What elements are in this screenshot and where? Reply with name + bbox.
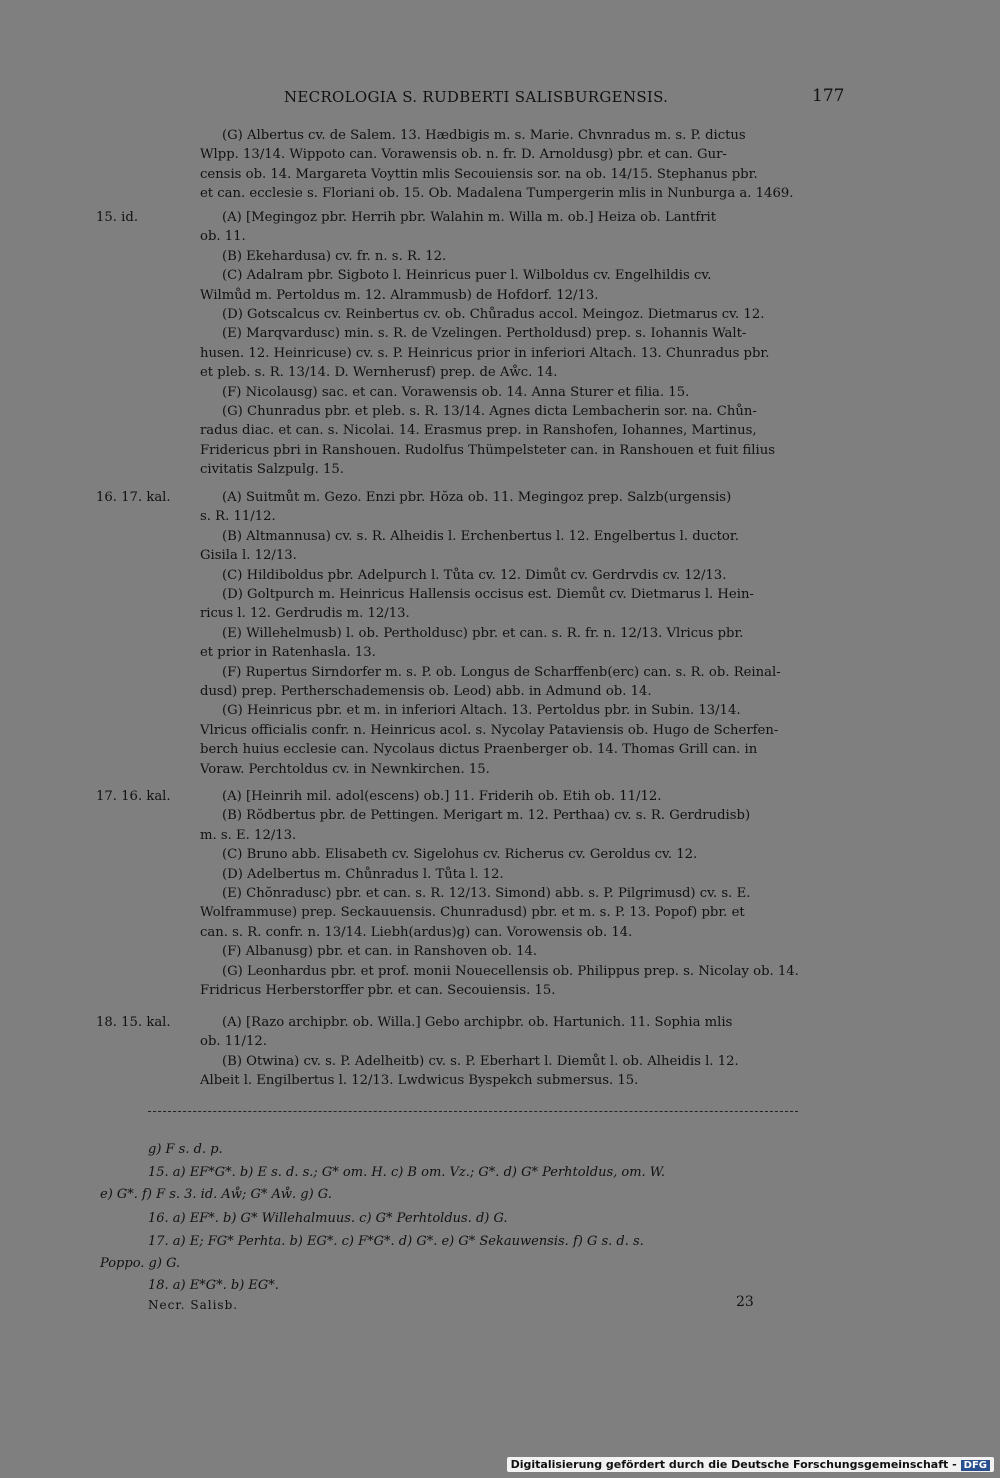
entry-line: (F) Nicolausg) sac. et can. Vorawensis ob. 14. Anna Sturer et filia. 15. <box>222 384 690 400</box>
entry-line: (F) Rupertus Sirndorfer m. s. P. ob. Longus de Scharffenb(erc) can. s. R. ob. Reinal- <box>222 664 781 680</box>
entry-line: (A) [Heinrih mil. adol(escens) ob.] 11. Friderih ob. Etih ob. 11/12. <box>222 789 662 804</box>
entry-line: m. s. E. 12/13. <box>200 827 297 843</box>
entry-line: (B) Ekehardusa) cv. fr. n. s. R. 12. <box>222 248 447 264</box>
page-number: 177 <box>812 86 845 106</box>
entry-line: et can. ecclesie s. Floriani ob. 15. Ob. Madalena Tumpergerin mlis in Nunburga a. 1469. <box>200 186 794 202</box>
footnote-line: Poppo. g) G. <box>100 1256 181 1271</box>
entry-line: Voraw. Perchtoldus cv. in Newnkirchen. 15. <box>200 761 490 777</box>
entry-line: (A) [Razo archipbr. ob. Willa.] Gebo archipbr. ob. Hartunich. 11. Sophia mlis <box>222 1015 733 1030</box>
entry-line: Vlricus officialis confr. n. Heinricus acol. s. Nycolay Pataviensis ob. Hugo de Scherfen- <box>200 722 779 738</box>
signature-mark: Necr. Salisb. <box>148 1298 239 1312</box>
entry-line: civitatis Salzpulg. 15. <box>200 462 344 478</box>
necrology-entry <box>96 208 846 480</box>
entry-date: 15. id. <box>96 210 139 225</box>
entry-body <box>200 488 846 779</box>
entry-line: (D) Goltpurch m. Heinricus Hallensis occisus est. Diemůt cv. Dietmarus l. Hein- <box>222 587 754 603</box>
footnote-line: 18. a) E*G*. b) EG*. <box>148 1278 279 1293</box>
entry-line: Wlpp. 13/14. Wippoto can. Vorawensis ob. n. fr. D. Arnoldusg) pbr. et can. Gur- <box>200 147 727 163</box>
entry-line: dusd) prep. Pertherschademensis ob. Leod) abb. in Admund ob. 14. <box>200 684 652 700</box>
footnote-line: 16. a) EF*. b) G* Willehalmuus. c) G* Perhtoldus. d) G. <box>148 1211 508 1226</box>
entry-line: et pleb. s. R. 13/14. D. Wernherusf) prep. de Aẘc. 14. <box>200 365 558 381</box>
footnote-line: 15. a) EF*G*. b) E s. d. s.; G* om. H. c) B om. Vz.; G*. d) G* Perhtoldus, om. W. <box>148 1165 666 1180</box>
necrology-entry <box>96 1013 846 1091</box>
entry-line: ob. 11/12. <box>200 1034 267 1050</box>
entry-line: ob. 11. <box>200 229 246 245</box>
running-head-title: NECROLOGIA S. RUDBERTI SALISBURGENSIS. <box>284 88 669 106</box>
entry-line: ricus l. 12. Gerdrudis m. 12/13. <box>200 606 410 622</box>
footnote-separator <box>148 1111 798 1112</box>
entry-line: (C) Adalram pbr. Sigboto l. Heinricus puer l. Wilboldus cv. Engelhildis cv. <box>222 268 712 284</box>
entry-line: husen. 12. Heinricuse) cv. s. P. Heinricus prior in inferiori Altach. 13. Chunradus pbr. <box>200 345 770 361</box>
entry-line: (E) Chŏnradusc) pbr. et can. s. R. 12/13. Simond) abb. s. P. Pilgrimusd) cv. s. E. <box>222 886 751 902</box>
entry-line: censis ob. 14. Margareta Voyttin mlis Secouiensis sor. na ob. 14/15. Stephanus pbr. <box>200 166 758 182</box>
entry-line: (D) Gotscalcus cv. Reinbertus cv. ob. Chůradus accol. Meingoz. Dietmarus cv. 12. <box>222 307 765 323</box>
entry-date: 17. 16. kal. <box>96 789 171 804</box>
entry-line: Fridericus pbri in Ranshouen. Rudolfus Thümpelsteter can. in Ranshouen et fuit filius <box>200 442 775 458</box>
necrology-entry <box>96 787 846 1000</box>
entry-line: (A) [Megingoz pbr. Herrih pbr. Walahin m. Willa m. ob.] Heiza ob. Lantfrit <box>222 210 717 225</box>
necrology-entry <box>96 126 846 204</box>
entry-line: s. R. 11/12. <box>200 509 276 525</box>
entry-line: (G) Chunradus pbr. et pleb. s. R. 13/14. Agnes dicta Lembacherin sor. na. Chůn- <box>222 404 757 420</box>
necrology-entry <box>96 488 846 779</box>
entry-body <box>200 126 846 204</box>
entry-date: 18. 15. kal. <box>96 1015 171 1030</box>
entry-line: (B) Altmannusa) cv. s. R. Alheidis l. Erchenbertus l. 12. Engelbertus l. ductor. <box>222 528 739 544</box>
entry-line: Fridricus Herberstorffer pbr. et can. Secouiensis. 15. <box>200 983 556 999</box>
entry-line: Gisila l. 12/13. <box>200 548 297 564</box>
entry-line: (E) Marqvardusc) min. s. R. de Vzelingen. Pertholdusd) prep. s. Iohannis Walt- <box>222 326 747 342</box>
footnote-line: 17. a) E; FG* Perhta. b) EG*. c) F*G*. d) G*. e) G* Sekauwensis. f) G s. d. s. <box>148 1234 644 1249</box>
entry-line: can. s. R. confr. n. 13/14. Liebh(ardus)g) can. Vorowensis ob. 14. <box>200 924 633 940</box>
entry-line: (F) Albanusg) pbr. et can. in Ranshoven ob. 14. <box>222 944 538 960</box>
entry-line: (C) Hildiboldus pbr. Adelpurch l. Tůta cv. 12. Dimůt cv. Gerdrvdis cv. 12/13. <box>222 567 727 583</box>
entry-line: berch huius ecclesie can. Nycolaus dictus Praenberger ob. 14. Thomas Grill can. in <box>200 742 758 758</box>
entry-line: (G) Albertus cv. de Salem. 13. Hædbigis m. s. Marie. Chvnradus m. s. P. dictus <box>222 128 746 143</box>
entry-body <box>200 208 846 480</box>
entry-line: (B) Rŏdbertus pbr. de Pettingen. Merigart m. 12. Perthaa) cv. s. R. Gerdrudisb) <box>222 808 751 824</box>
entry-line: et prior in Ratenhasla. 13. <box>200 645 376 661</box>
entry-line: (G) Leonhardus pbr. et prof. monii Nouecellensis ob. Philippus prep. s. Nicolay ob. 14. <box>222 963 799 979</box>
entry-line: (G) Heinricus pbr. et m. in inferiori Altach. 13. Pertoldus pbr. in Subin. 13/14. <box>222 703 741 719</box>
entry-body <box>200 787 846 1000</box>
entry-date: 16. 17. kal. <box>96 490 171 505</box>
entry-body <box>200 1013 846 1091</box>
entry-line: Wilmůd m. Pertoldus m. 12. Alrammusb) de Hofdorf. 12/13. <box>200 287 599 303</box>
entry-line: radus diac. et can. s. Nicolai. 14. Erasmus prep. in Ranshofen, Iohannes, Martinus, <box>200 423 757 439</box>
entry-line: (D) Adelbertus m. Chůnradus l. Tůta l. 12. <box>222 866 504 882</box>
dfg-funding-notice <box>507 1457 994 1472</box>
entry-line: (B) Otwina) cv. s. P. Adelheitb) cv. s. P. Eberhart l. Diemůt l. ob. Alheidis l. 12. <box>222 1053 739 1069</box>
sheet-number: 23 <box>736 1294 754 1310</box>
dfg-logo: DFG <box>961 1460 990 1471</box>
entry-line: Albeit l. Engilbertus l. 12/13. Lwdwicus Byspekch submersus. 15. <box>200 1073 639 1089</box>
footnote-line: g) F s. d. p. <box>148 1142 223 1157</box>
dfg-notice-text: Digitalisierung gefördert durch die Deutsche Forschungsgemeinschaft - <box>510 1458 957 1471</box>
entry-line: Wolframmuse) prep. Seckauuensis. Chunradusd) pbr. et m. s. P. 13. Popof) pbr. et <box>200 905 745 921</box>
entry-line: (E) Willehelmusb) l. ob. Pertholdusc) pbr. et can. s. R. fr. n. 12/13. Vlricus pbr. <box>222 625 744 641</box>
entry-line: (A) Suitmůt m. Gezo. Enzi pbr. Hŏza ob. 11. Megingoz prep. Salzb(urgensis) <box>222 490 732 505</box>
entry-line: (C) Bruno abb. Elisabeth cv. Sigelohus cv. Richerus cv. Geroldus cv. 12. <box>222 847 698 863</box>
footnote-line: e) G*. f) F s. 3. id. Aẘ; G* Aẘ. g) G. <box>100 1187 332 1202</box>
